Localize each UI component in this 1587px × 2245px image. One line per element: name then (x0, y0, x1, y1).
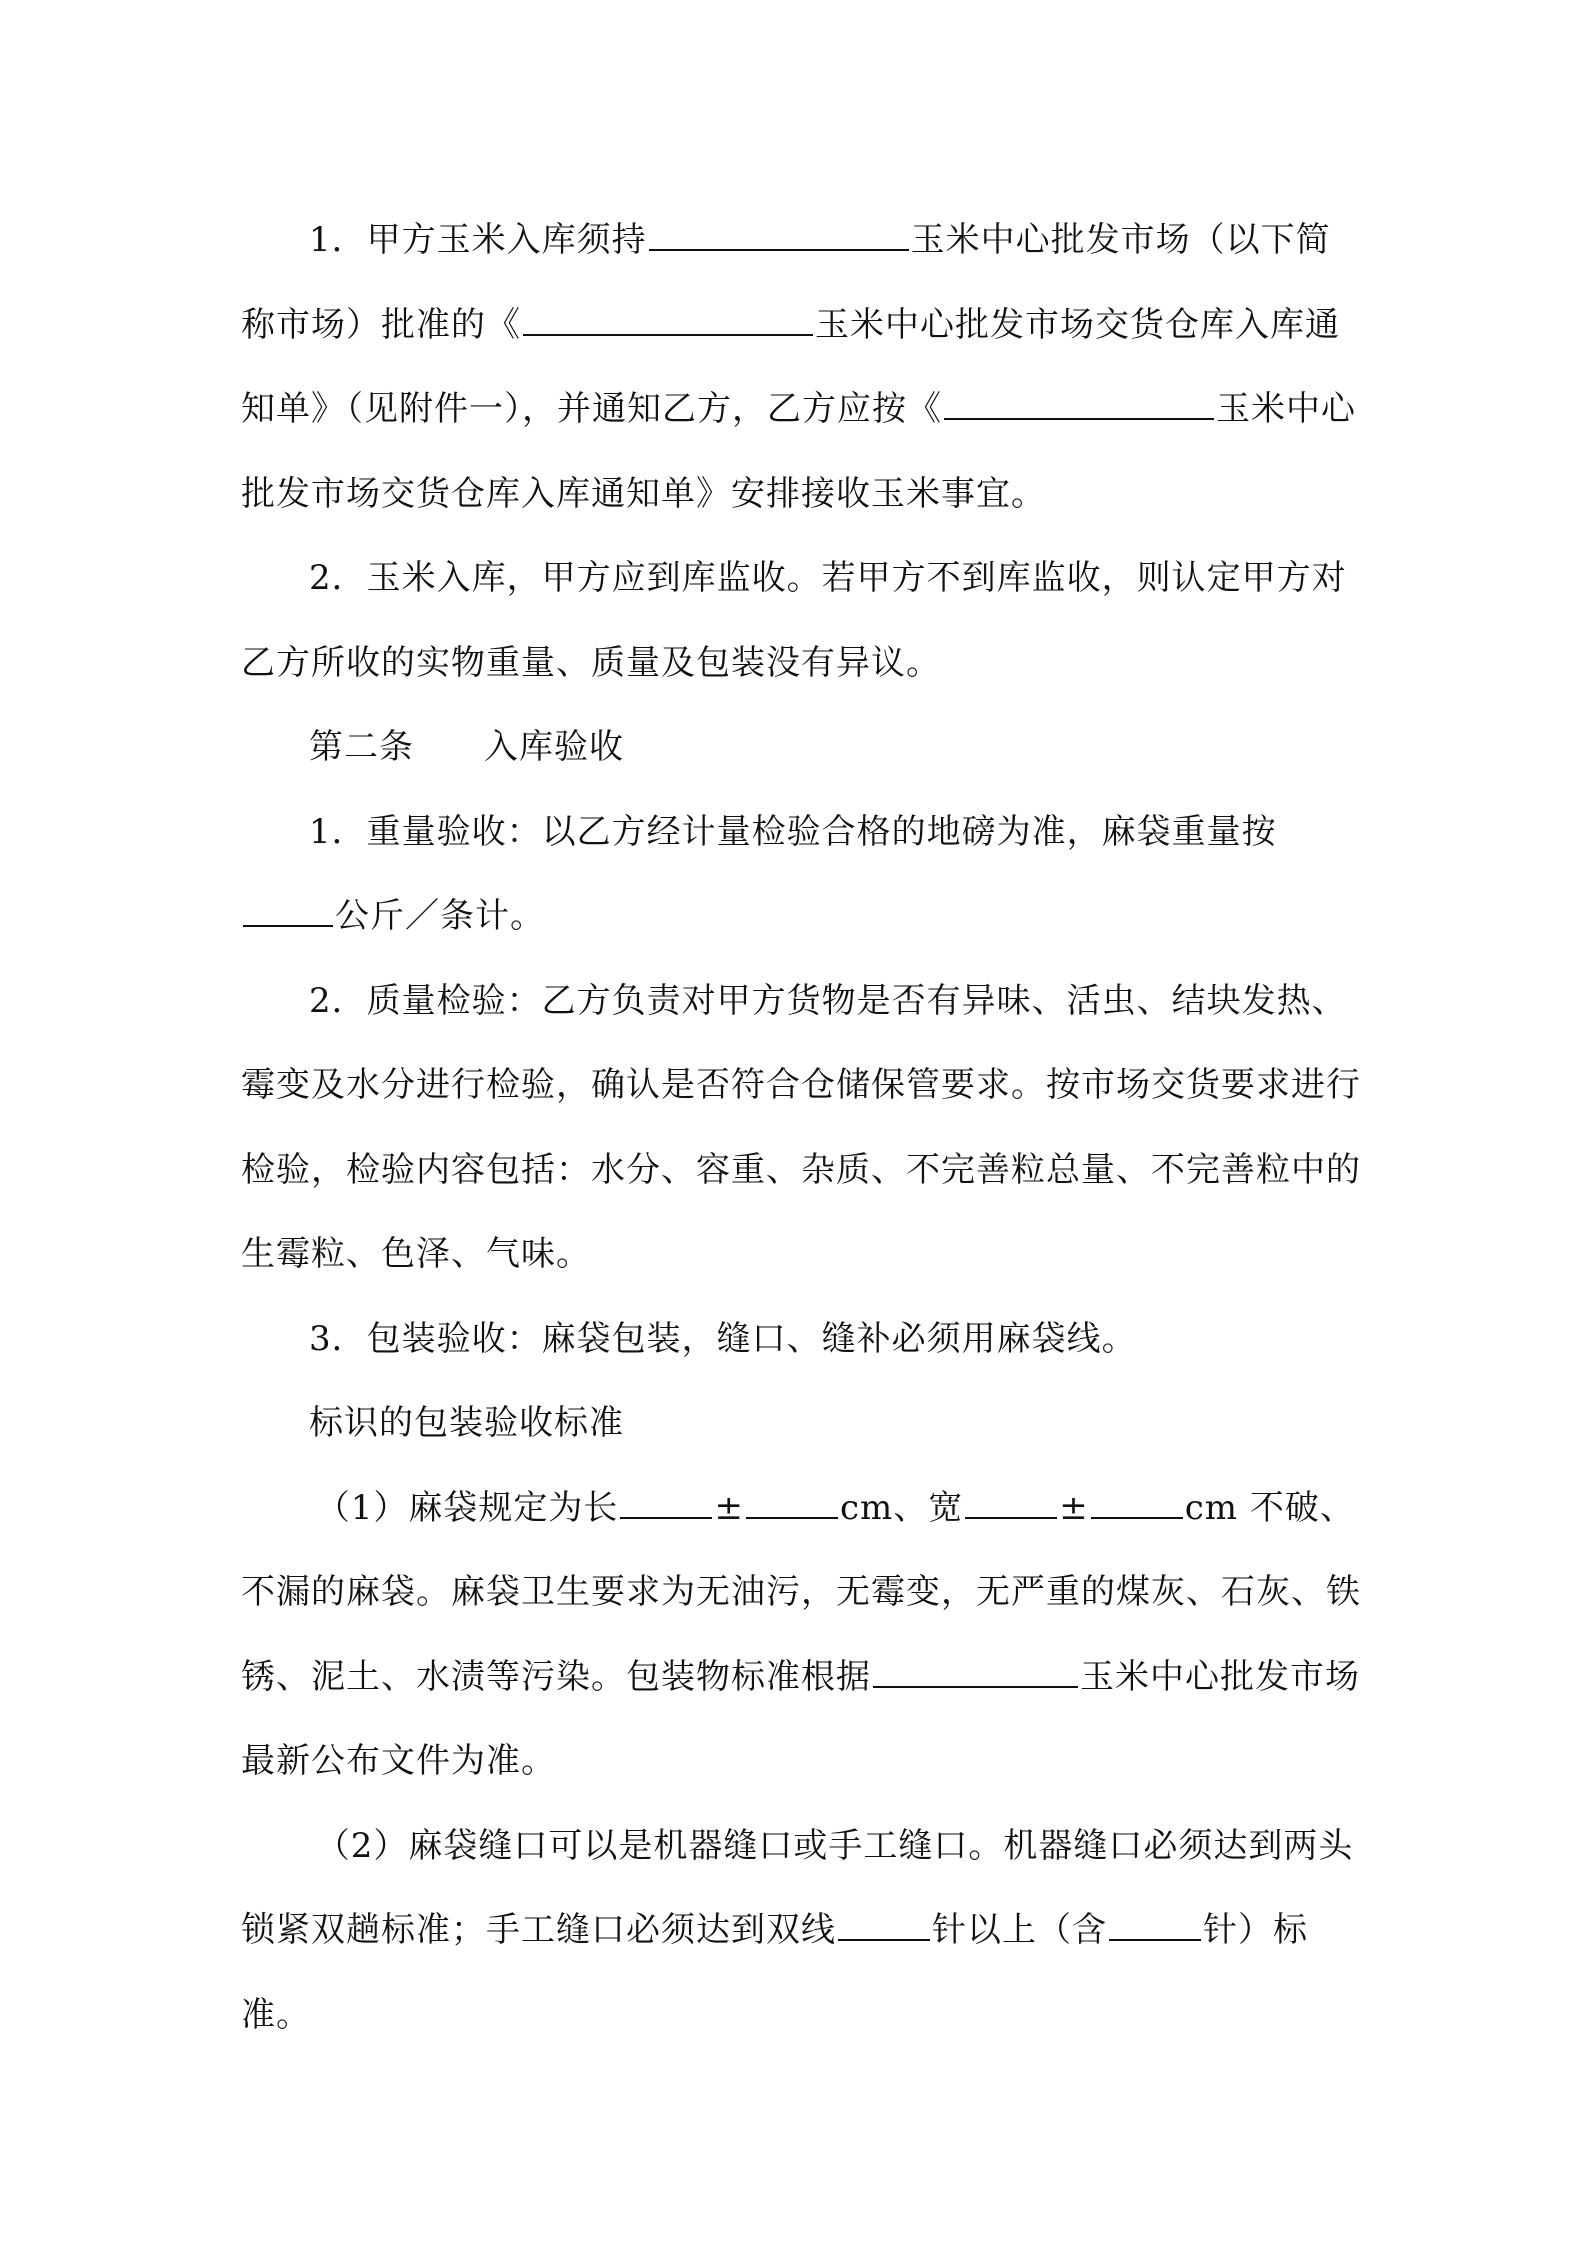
article-2-title: 第二条 入库验收 (309, 727, 624, 767)
blank-width[interactable] (965, 1483, 1057, 1519)
weight-inspection-paragraph (241, 790, 1361, 959)
packaging-inspection-paragraph (241, 1297, 1361, 1382)
blank-market-name-2[interactable] (523, 300, 813, 336)
weight-inspection-text-b: 公斤／条计。 (335, 896, 545, 936)
blank-stitch-count-included[interactable] (1109, 1905, 1201, 1941)
blank-market-name-3[interactable] (944, 384, 1214, 420)
packaging-inspection-text: 3．包装验收：麻袋包装，缝口、缝补必须用麻袋线。 (309, 1318, 1137, 1359)
blank-length[interactable] (620, 1483, 712, 1519)
packaging-standard-heading (241, 1381, 1361, 1466)
clause-2-text: 2．玉米入库，甲方应到库监收。若甲方不到库监收，则认定甲方对乙方所收的实物重量、质量及包装没有异议。 (241, 558, 1347, 683)
quality-inspection-paragraph (241, 959, 1361, 1297)
clause-1-text-b: 玉米中心批发市场（以下简称市场）批准的《 (241, 220, 1331, 345)
bag-size-paragraph (241, 1466, 1361, 1804)
blank-length-tolerance[interactable] (746, 1483, 838, 1519)
weight-inspection-text-a: 1．重量验收：以乙方经计量检验合格的地磅为准，麻袋重量按 (309, 811, 1277, 852)
bag-size-text-b: cm、宽 (839, 1487, 964, 1528)
blank-width-tolerance[interactable] (1091, 1483, 1183, 1519)
bag-size-text-a: （1）麻袋规定为长 (315, 1487, 619, 1528)
stitching-text-b: 针以上（含 (932, 1910, 1107, 1950)
clause-1-paragraph (241, 198, 1361, 536)
clause-1-text-c: 玉米中心批发市场交货仓库入库通知单》（见附件一），并通知乙方，乙方应按《 (241, 304, 1340, 429)
stitching-paragraph (241, 1804, 1361, 2058)
blank-bag-weight[interactable] (243, 891, 333, 927)
stitching-text-c: 针）标准。 (241, 1910, 1308, 2035)
plus-minus-1: ± (714, 1487, 744, 1528)
quality-inspection-text: 2．质量检验：乙方负责对甲方货物是否有异味、活虫、结块发热、霉变及水分进行检验，确认是否符合仓储保管要求。按市场交货要求进行检验，检验内容包括：水分、容重、杂质、不完善粒总量、不完善粒中的生霉粒、色泽、气味。 (241, 980, 1361, 1274)
plus-minus-2: ± (1059, 1487, 1089, 1528)
bag-size-text-c: cm 不破、不漏的麻袋。麻袋卫生要求为无油污，无霉变，无严重的煤灰、石灰、铁锈、泥土、水渍等污染。包装物标准根据 (241, 1487, 1361, 1697)
stitching-text-a: （2）麻袋缝口可以是机器缝口或手工缝口。机器缝口必须达到两头锁紧双趟标准；手工缝口必须达到双线 (241, 1825, 1354, 1950)
packaging-standard-title: 标识的包装验收标准 (309, 1403, 624, 1443)
blank-market-name-1[interactable] (649, 215, 909, 251)
contract-text (241, 198, 1361, 2057)
blank-stitch-count[interactable] (838, 1905, 930, 1941)
bag-size-text-d: 玉米中心批发市场最新公布文件为准。 (241, 1656, 1360, 1781)
clause-1-text-d: 玉米中心批发市场交货仓库入库通知单》安排接收玉米事宜。 (241, 389, 1356, 514)
article-2-heading (241, 705, 1361, 790)
clause-1-text-a: 1．甲方玉米入库须持 (309, 220, 647, 260)
blank-market-name-4[interactable] (873, 1652, 1078, 1688)
clause-2-paragraph (241, 536, 1361, 705)
